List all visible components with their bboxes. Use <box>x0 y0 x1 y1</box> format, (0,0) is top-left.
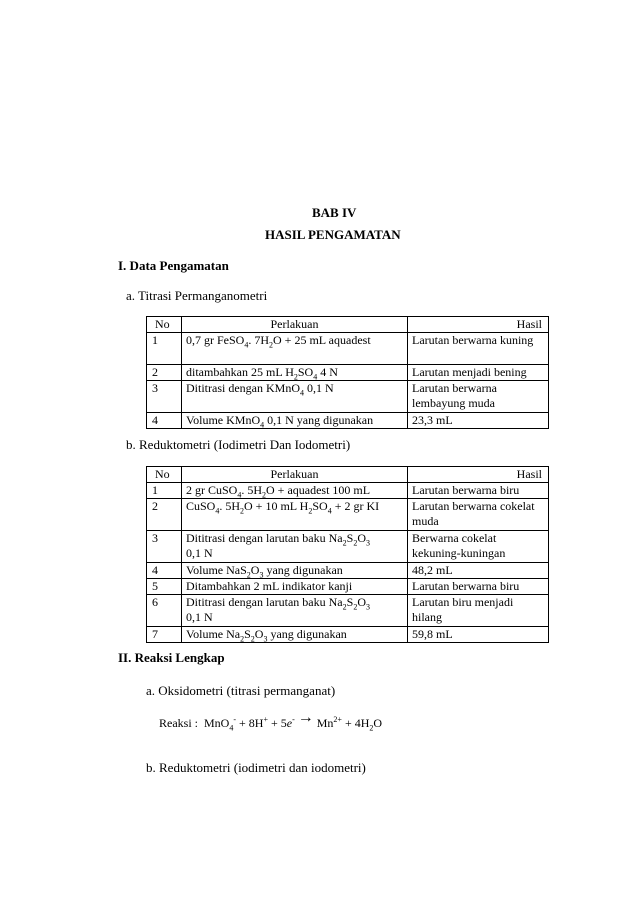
cell-hasil: Berwarna cokelat kekuning-kuningan <box>408 531 549 563</box>
subsection-title-permanganometri: a. Titrasi Permanganometri <box>126 288 268 303</box>
cell-hasil: 23,3 mL <box>408 413 549 429</box>
section-title-reaksi: II. Reaksi Lengkap <box>118 650 225 665</box>
cell-perlakuan: Dititrasi dengan KMnO$_4$ 0,1 N <box>182 381 408 413</box>
subsection-title-oksidometri: a. Oksidometri (titrasi permanganat) <box>146 683 336 698</box>
table-row <box>147 365 549 381</box>
cell-no: 2 <box>147 499 182 531</box>
page-title: HASIL PENGAMATAN <box>265 227 401 242</box>
cell-hasil: Larutan berwarna cokelat muda <box>408 499 549 531</box>
cell-hasil: 48,2 mL <box>408 563 549 579</box>
cell-perlakuan: CuSO$_4$. $5H_2O + 10$ mL $H_2SO_4 + 2$ gr KI <box>182 499 408 531</box>
cell-no: 1 <box>147 483 182 499</box>
cell-no: 4 <box>147 563 182 579</box>
table-row <box>147 483 549 499</box>
cell-no: 2 <box>147 365 182 381</box>
column-header-no: No <box>147 467 182 483</box>
cell-no: 6 <box>147 595 182 627</box>
table-row <box>147 627 549 643</box>
cell-hasil: Larutan berwarna biru <box>408 483 549 499</box>
cell-perlakuan: Volume $Na_2S_2O_3$ yang digunakan <box>182 627 408 643</box>
table-row <box>147 333 549 365</box>
cell-no: 5 <box>147 579 182 595</box>
table-row <box>147 563 549 579</box>
column-header-hasil: Hasil <box>408 467 549 483</box>
table-row <box>147 579 549 595</box>
column-header-perlakuan: Perlakuan <box>182 467 408 483</box>
cell-perlakuan: 2 gr CuSO$_4$. $5H_2O$ + aquadest 100 mL <box>182 483 408 499</box>
reaction-label: Reaksi : <box>159 716 198 730</box>
cell-no: 1 <box>147 333 182 365</box>
chapter-label: BAB IV <box>312 205 357 220</box>
column-header-no: No <box>147 317 182 333</box>
observation-table-reduktometri <box>146 466 549 643</box>
table-row <box>147 595 549 627</box>
column-header-hasil: Hasil <box>408 317 549 333</box>
reaction-arrow-icon: → <box>297 709 314 726</box>
cell-perlakuan: Ditambahkan 2 mL indikator kanji <box>182 579 408 595</box>
observation-table-permanganometri <box>146 316 549 429</box>
cell-hasil: Larutan berwarna kuning <box>408 333 549 365</box>
table-row <box>147 413 549 429</box>
table-row <box>147 499 549 531</box>
cell-no: 3 <box>147 531 182 563</box>
cell-hasil: 59,8 mL <box>408 627 549 643</box>
cell-perlakuan: Dititrasi dengan larutan baku $Na_2S_2O_3$ 0,1 N <box>182 531 408 563</box>
table-row <box>147 381 549 413</box>
cell-no: 7 <box>147 627 182 643</box>
subsection-title-reduktometri-reaksi: b. Reduktometri (iodimetri dan iodometri) <box>146 760 366 775</box>
cell-perlakuan: Dititrasi dengan larutan baku $Na_2S_2O_3$ 0,1 N <box>182 595 408 627</box>
cell-hasil: Larutan berwarna lembayung muda <box>408 381 549 413</box>
subsection-title-reduktometri: b. Reduktometri (Iodimetri Dan Iodometri) <box>126 437 351 452</box>
cell-hasil: Larutan biru menjadi hilang <box>408 595 549 627</box>
cell-perlakuan: ditambahkan 25 mL $H_2SO_4$ 4 N <box>182 365 408 381</box>
cell-perlakuan: 0,7 gr FeSO$_4$. $7H_2O + 25$ mL aquadest <box>182 333 408 365</box>
column-header-perlakuan: Perlakuan <box>182 317 408 333</box>
cell-no: 3 <box>147 381 182 413</box>
cell-hasil: Larutan berwarna biru <box>408 579 549 595</box>
table-header-row <box>147 467 549 483</box>
table-row <box>147 531 549 563</box>
cell-perlakuan: Volume $NaS_2O_3$ yang digunakan <box>182 563 408 579</box>
cell-hasil: Larutan menjadi bening <box>408 365 549 381</box>
section-title-data: I. Data Pengamatan <box>118 258 229 273</box>
cell-perlakuan: Volume KMnO$_4$ 0,1 N yang digunakan <box>182 413 408 429</box>
cell-no: 4 <box>147 413 182 429</box>
table-header-row <box>147 317 549 333</box>
reaction-equation: Reaksi : $MnO_4^- + 8H^+ + 5e^- \to Mn^{2+} + 4H_2O$ <box>159 709 383 733</box>
